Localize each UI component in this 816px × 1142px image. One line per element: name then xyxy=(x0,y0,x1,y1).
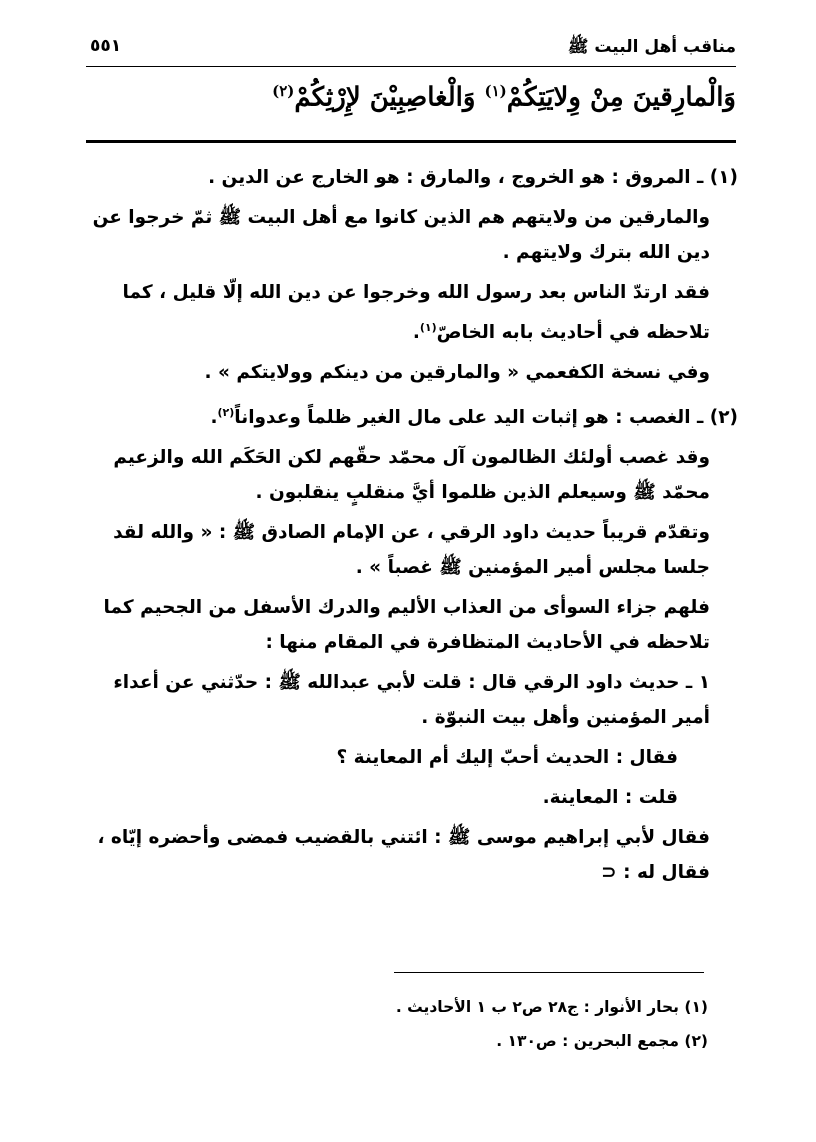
supplication-verse xyxy=(86,82,736,113)
footnote-2: (٢) مجمع البحرين : ص١٣٠ . xyxy=(496,1032,708,1050)
paragraph: فقال : الحديث أحبّ إليك أم المعاينة ؟ xyxy=(336,747,678,769)
running-header-title: مناقب أهل البيت ﷺ xyxy=(567,37,736,57)
verse-part-1: وَالْمارِقينَ مِنْ وِلايَتِكُمْ xyxy=(506,82,736,113)
paragraph: فقد ارتدّ الناس بعد رسول الله وخرجوا عن دين الله إلّا قليل ، كما تلاحظه في أحاديث بابه الخاصّ$^{(١)}$. xyxy=(122,282,710,344)
paragraph: وتقدّم قريباً حديث داود الرقي ، عن الإمام الصادق ﷺ : « والله لقد جلسا مجلس أمير المؤمنين ﷺ غصباً » . xyxy=(113,522,710,579)
paragraph: وقد غصب أولئك الظالمون آل محمّد حقّهم لكن الحَكَم الله والزعيم محمّد ﷺ وسيعلم الذين ظلموا أيَّ منقلبٍ ينقلبون . xyxy=(113,447,710,504)
footnotes xyxy=(300,990,708,1058)
verse-part-2: وَالْغاصِبِيْنَ لإِرْثِكُمْ xyxy=(294,82,485,113)
verse-footnote-mark-1: (١) xyxy=(484,82,507,100)
paragraph: والمارقين من ولايتهم هم الذين كانوا مع أهل البيت ﷺ ثمّ خرجوا عن دين الله بترك ولايتهم . xyxy=(92,207,710,263)
paragraph-footnote-1-definition: (١) ـ المروق : هو الخروج ، والمارق : هو الخارج عن الدين . xyxy=(208,167,738,188)
footnote-ref: (١) xyxy=(419,321,437,334)
paragraph-footnote-2-definition: (٢) ـ الغصب : هو إثبات اليد على مال الغير ظلماً وعدواناً$^{(٢)}$. xyxy=(210,406,738,429)
verse-footnote-mark-2: (٢) xyxy=(272,82,295,100)
footnote-1: (١) بحار الأنوار : ج٢٨ ص٢ ب ١ الأحاديث . xyxy=(395,998,708,1016)
paragraph: ١ ـ حديث داود الرقي قال : قلت لأبي عبدالله ﷺ : حدّثني عن أعداء أمير المؤمنين وأهل بيت النبوّة . xyxy=(113,672,710,729)
header-divider xyxy=(86,66,736,67)
paragraph: وفي نسخة الكفعمي « والمارقين من دينكم وولايتكم » . xyxy=(204,362,710,384)
footnote-ref: (٢) xyxy=(217,406,235,420)
paragraph: فقال لأبي إبراهيم موسى ﷺ : ائتني بالقضيب فمضى وأحضره إيّاه ، فقال له : ⊂ xyxy=(97,827,710,884)
footnote-divider xyxy=(394,972,704,973)
paragraph: قلت : المعاينة. xyxy=(542,787,678,809)
verse-divider xyxy=(86,140,736,143)
page-number: ٥٥١ xyxy=(90,36,122,56)
paragraph: فلهم جزاء السوأى من العذاب الأليم والدرك الأسفل من الجحيم كما تلاحظه في الأحاديث المتظافرة في المقام منها : xyxy=(103,597,710,654)
commentary-body xyxy=(84,160,738,895)
